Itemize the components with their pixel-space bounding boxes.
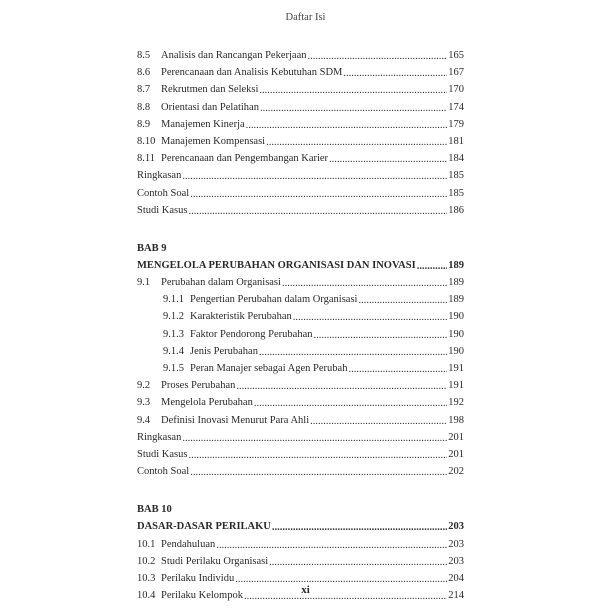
chapter-title: MENGELOLA PERUBAHAN ORGANISASI DAN INOVASI: [137, 259, 416, 271]
dot-leader: [343, 65, 447, 76]
entry-number: 8.9: [137, 118, 151, 130]
dot-leader: [182, 430, 447, 441]
entry-number: 9.1.5: [163, 363, 184, 374]
toc-entry[interactable]: [137, 47, 464, 64]
dot-leader: [266, 134, 447, 145]
entry-title: Ringkasan: [137, 431, 182, 443]
dot-leader: [190, 464, 447, 475]
entry-page: 185: [448, 170, 464, 182]
entry-page: 189: [448, 294, 464, 306]
entry-page: 192: [448, 397, 464, 409]
chapter-label: BAB 10: [137, 504, 172, 516]
entry-title: Manajemen Kinerja: [161, 118, 245, 130]
entry-page: 201: [448, 448, 464, 460]
entry-number: 8.5: [137, 50, 151, 61]
entry-page: 185: [448, 187, 464, 199]
toc-section-8: [137, 47, 464, 219]
entry-title: Analisis dan Rancangan Pekerjaan: [161, 50, 307, 61]
entry-number: 9.1.2: [163, 311, 184, 323]
dot-leader: [260, 100, 447, 111]
entry-title: Pengertian Perubahan dalam Organisasi: [190, 294, 358, 306]
entry-number: 9.2: [137, 380, 151, 392]
dot-leader: [246, 117, 448, 128]
entry-page: 179: [448, 118, 464, 130]
entry-title: Definisi Inovasi Menurut Para Ahli: [161, 414, 310, 426]
entry-title: Peran Manajer sebagai Agen Perubah: [190, 363, 348, 374]
toc-subentry[interactable]: [137, 291, 464, 308]
toc-entry[interactable]: [137, 116, 464, 133]
entry-number: 9.3: [137, 397, 151, 409]
entry-page: 191: [448, 363, 464, 374]
entry-page: 191: [448, 380, 464, 392]
dot-leader: [417, 258, 448, 269]
entry-title: Perilaku Individu: [161, 572, 235, 584]
entry-page: 174: [448, 101, 464, 113]
toc-entry[interactable]: [137, 202, 464, 219]
entry-page: 186: [448, 204, 464, 216]
entry-number: 9.1.3: [163, 328, 184, 340]
chapter-title-entry[interactable]: [137, 518, 464, 535]
entry-number: 9.1.4: [163, 345, 184, 357]
dot-leader: [188, 447, 447, 458]
dot-leader: [259, 82, 447, 93]
dot-leader: [310, 413, 447, 424]
dot-leader: [236, 378, 447, 389]
chapter-page: 203: [448, 521, 464, 533]
chapter-label: BAB 9: [137, 242, 167, 254]
dot-leader: [269, 554, 447, 565]
entry-title: Perencanaan dan Pengembangan Karier: [161, 153, 329, 165]
toc-entry[interactable]: [137, 274, 464, 291]
entry-page: 165: [448, 50, 464, 61]
toc-entry[interactable]: [137, 446, 464, 463]
entry-number: 8.8: [137, 101, 151, 113]
entry-page: 181: [448, 135, 464, 147]
entry-title: Studi Perilaku Organisasi: [161, 555, 269, 567]
toc-entry[interactable]: [137, 553, 464, 570]
entry-title: Perubahan dalam Organisasi: [161, 277, 281, 289]
toc-entry[interactable]: [137, 429, 464, 446]
toc-entry[interactable]: [137, 81, 464, 98]
dot-leader: [348, 361, 447, 372]
entry-title: Ringkasan: [137, 170, 182, 182]
entry-page: 201: [448, 431, 464, 443]
toc-entry[interactable]: [137, 167, 464, 184]
chapter-page: 189: [448, 259, 464, 271]
toc-entry[interactable]: [137, 99, 464, 116]
entry-number: 8.11: [137, 153, 155, 165]
entry-page: 167: [448, 67, 464, 79]
spacer: [137, 219, 464, 241]
spacer: [137, 480, 464, 502]
toc-chapter-9: [137, 241, 464, 480]
entry-number: 8.7: [137, 84, 151, 96]
running-header: Daftar Isi: [285, 12, 326, 23]
entry-number: 8.10: [137, 135, 156, 147]
dot-leader: [272, 519, 447, 530]
entry-title: Pendahuluan: [161, 538, 216, 550]
dot-leader: [308, 48, 448, 59]
toc-entry[interactable]: [137, 64, 464, 81]
toc-subentry[interactable]: [137, 360, 464, 377]
entry-page: 190: [448, 311, 464, 323]
entry-number: 10.3: [137, 572, 156, 584]
toc-subentry[interactable]: [137, 343, 464, 360]
entry-title: Rekrutmen dan Seleksi: [161, 84, 259, 96]
toc-entry[interactable]: [137, 412, 464, 429]
entry-title: Contoh Soal: [137, 187, 190, 199]
table-of-contents: [137, 47, 464, 604]
entry-page: 190: [448, 328, 464, 340]
entry-title: Contoh Soal: [137, 466, 190, 478]
dot-leader: [329, 151, 447, 162]
entry-title: Perilaku Kelompok: [161, 590, 243, 602]
entry-page: 170: [448, 84, 464, 96]
entry-number: 10.4: [137, 590, 156, 602]
entry-number: 10.2: [137, 555, 156, 567]
page-number: xi: [301, 584, 310, 596]
entry-page: 204: [448, 572, 464, 584]
toc-entry[interactable]: [137, 463, 464, 480]
entry-number: 9.1.1: [163, 294, 184, 306]
entry-number: 9.4: [137, 414, 151, 426]
entry-title: Orientasi dan Pelatihan: [161, 101, 259, 113]
entry-title: Manajemen Kompensasi: [161, 135, 266, 147]
entry-title: Studi Kasus: [137, 448, 188, 460]
toc-entry[interactable]: [137, 536, 464, 553]
chapter-title-entry[interactable]: [137, 257, 464, 274]
toc-subentry[interactable]: [137, 326, 464, 343]
dot-leader: [188, 203, 447, 214]
dot-leader: [254, 395, 447, 406]
entry-page: 198: [448, 414, 464, 426]
entry-title: Perencanaan dan Analisis Kebutuhan SDM: [161, 67, 343, 79]
entry-page: 214: [448, 590, 464, 602]
dot-leader: [293, 309, 447, 320]
toc-entry[interactable]: [137, 185, 464, 202]
dot-leader: [313, 327, 447, 338]
entry-page: 203: [448, 538, 464, 550]
entry-title: Karakteristik Perubahan: [190, 311, 292, 323]
entry-page: 202: [448, 466, 464, 478]
dot-leader: [182, 168, 447, 179]
dot-leader: [259, 344, 447, 355]
entry-number: 10.1: [137, 538, 156, 550]
entry-number: 9.1: [137, 277, 151, 289]
entry-page: 189: [448, 277, 464, 289]
entry-title: Mengelola Perubahan: [161, 397, 253, 409]
entry-number: 8.6: [137, 67, 151, 79]
entry-page: 184: [448, 153, 464, 165]
dot-leader: [235, 571, 447, 582]
entry-page: 203: [448, 555, 464, 567]
chapter-title: DASAR-DASAR PERILAKU: [137, 521, 271, 533]
entry-title: Proses Perubahan: [161, 380, 236, 392]
toc-entry[interactable]: [137, 133, 464, 150]
toc-entry[interactable]: [137, 150, 464, 167]
entry-title: Studi Kasus: [137, 204, 188, 216]
toc-entry[interactable]: [137, 377, 464, 394]
toc-entry[interactable]: [137, 394, 464, 411]
entry-title: Faktor Pendorong Perubahan: [190, 328, 313, 340]
entry-page: 190: [448, 345, 464, 357]
entry-title: Jenis Perubahan: [190, 345, 258, 357]
dot-leader: [216, 537, 447, 548]
toc-subentry[interactable]: [137, 308, 464, 325]
dot-leader: [358, 292, 447, 303]
dot-leader: [282, 275, 447, 286]
dot-leader: [190, 186, 447, 197]
